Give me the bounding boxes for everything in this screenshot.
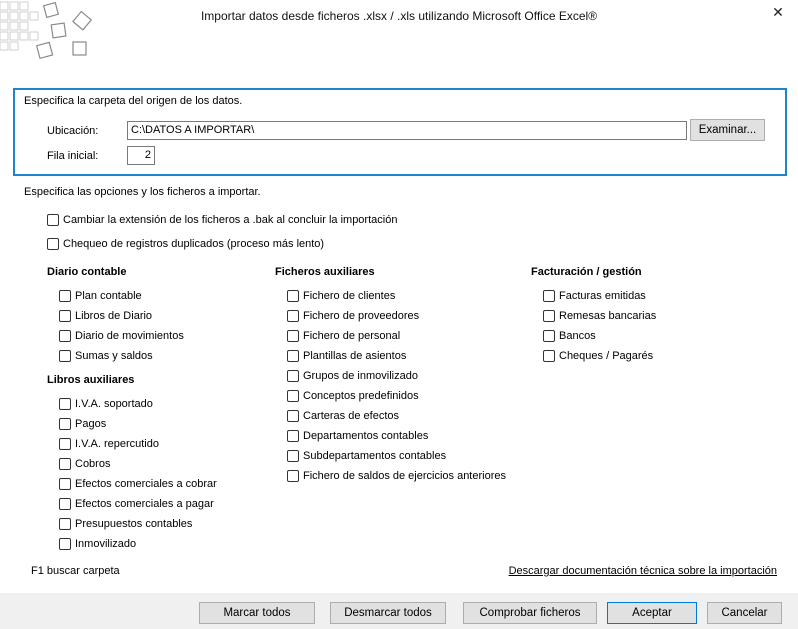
libros-item[interactable] xyxy=(59,416,106,432)
source-heading: Especifica la carpeta del origen de los datos. xyxy=(24,95,243,107)
check-files-button[interactable]: Comprobar ficheros xyxy=(463,602,597,624)
libros-item[interactable] xyxy=(59,456,110,472)
checkbox-box[interactable] xyxy=(287,410,299,422)
checkbox-box[interactable] xyxy=(287,450,299,462)
checkbox-box[interactable] xyxy=(287,390,299,402)
checkbox-label: Departamentos contables xyxy=(303,430,429,442)
facturacion-item[interactable] xyxy=(543,288,646,304)
location-input[interactable]: C:\DATOS A IMPORTAR\ xyxy=(127,121,687,140)
ficheros-item[interactable] xyxy=(287,468,506,484)
checkbox-label: Fichero de saldos de ejercicios anteriores xyxy=(303,470,506,482)
diario-heading: Diario contable xyxy=(47,266,127,278)
browse-button[interactable]: Examinar... xyxy=(690,119,765,141)
checkbox-box[interactable] xyxy=(59,458,71,470)
libros-item[interactable] xyxy=(59,436,159,452)
checkbox-box[interactable] xyxy=(543,330,555,342)
check-duplicates-checkbox[interactable] xyxy=(47,236,324,252)
diario-item[interactable] xyxy=(59,288,142,304)
ficheros-item[interactable] xyxy=(287,448,446,464)
checkbox-box[interactable] xyxy=(287,310,299,322)
checkbox-box[interactable] xyxy=(287,370,299,382)
checkbox-label: Grupos de inmovilizado xyxy=(303,370,418,382)
checkbox-box[interactable] xyxy=(59,398,71,410)
libros-item[interactable] xyxy=(59,536,136,552)
ficheros-item[interactable] xyxy=(287,408,399,424)
checkbox-box[interactable] xyxy=(59,418,71,430)
libros-heading: Libros auxiliares xyxy=(47,374,135,386)
ficheros-item[interactable] xyxy=(287,368,418,384)
checkbox-label: Fichero de proveedores xyxy=(303,310,420,322)
checkbox-label: Diario de movimientos xyxy=(75,330,184,342)
checkbox-label: Plan contable xyxy=(75,290,142,302)
checkbox-label: Inmovilizado xyxy=(75,538,137,550)
checkbox-label: Fichero de personal xyxy=(303,330,401,342)
cancel-button[interactable]: Cancelar xyxy=(707,602,782,624)
facturacion-item[interactable] xyxy=(543,328,596,344)
checkbox-label: Bancos xyxy=(559,330,596,342)
checkbox-label: Cobros xyxy=(75,458,111,470)
libros-item[interactable] xyxy=(59,496,214,512)
checkbox-box[interactable] xyxy=(47,238,59,250)
start-row-input[interactable]: 2 xyxy=(127,146,155,165)
checkbox-box[interactable] xyxy=(59,498,71,510)
checkbox-label: Presupuestos contables xyxy=(75,518,193,530)
checkbox-box[interactable] xyxy=(543,310,555,322)
checkbox-box[interactable] xyxy=(59,290,71,302)
checkbox-box[interactable] xyxy=(287,290,299,302)
checkbox-label: Cambiar la extensión de los ficheros a .bak al concluir la importación xyxy=(63,214,398,226)
checkbox-label: Conceptos predefinidos xyxy=(303,390,419,402)
checkbox-label: Sumas y saldos xyxy=(75,350,153,362)
window-title: Importar datos desde ficheros .xlsx / .xls utilizando Microsoft Office Excel® xyxy=(200,9,598,23)
ficheros-item[interactable] xyxy=(287,428,428,444)
close-icon[interactable]: ✕ xyxy=(772,4,784,20)
ficheros-item[interactable] xyxy=(287,388,419,404)
checkbox-label: Carteras de efectos xyxy=(303,410,399,422)
libros-item[interactable] xyxy=(59,396,153,412)
checkbox-box[interactable] xyxy=(59,538,71,550)
documentation-link[interactable]: Descargar documentación técnica sobre la importación xyxy=(508,565,777,577)
checkbox-box[interactable] xyxy=(47,214,59,226)
unmark-all-button[interactable]: Desmarcar todos xyxy=(330,602,446,624)
facturacion-item[interactable] xyxy=(543,308,656,324)
start-row-label: Fila inicial: xyxy=(47,150,99,162)
libros-item[interactable] xyxy=(59,476,217,492)
accept-button[interactable]: Aceptar xyxy=(607,602,697,624)
checkbox-label: I.V.A. repercutido xyxy=(75,438,159,450)
checkbox-label: Facturas emitidas xyxy=(559,290,646,302)
checkbox-box[interactable] xyxy=(59,518,71,530)
checkbox-box[interactable] xyxy=(287,330,299,342)
diario-item[interactable] xyxy=(59,348,153,364)
rename-bak-checkbox[interactable] xyxy=(47,212,397,228)
ficheros-item[interactable] xyxy=(287,288,395,304)
ficheros-item[interactable] xyxy=(287,348,406,364)
checkbox-box[interactable] xyxy=(287,470,299,482)
checkbox-box[interactable] xyxy=(287,350,299,362)
checkbox-box[interactable] xyxy=(287,430,299,442)
checkbox-label: I.V.A. soportado xyxy=(75,398,153,410)
facturacion-heading: Facturación / gestión xyxy=(531,266,642,278)
checkbox-box[interactable] xyxy=(59,438,71,450)
checkbox-label: Cheques / Pagarés xyxy=(559,350,654,362)
ficheros-item[interactable] xyxy=(287,308,419,324)
options-heading: Especifica las opciones y los ficheros a importar. xyxy=(24,186,261,198)
diario-item[interactable] xyxy=(59,328,184,344)
facturacion-item[interactable] xyxy=(543,348,653,364)
checkbox-label: Remesas bancarias xyxy=(559,310,657,322)
ficheros-item[interactable] xyxy=(287,328,400,344)
checkbox-label: Chequeo de registros duplicados (proceso más lento) xyxy=(63,238,325,250)
checkbox-label: Fichero de clientes xyxy=(303,290,396,302)
checkbox-box[interactable] xyxy=(543,290,555,302)
checkbox-label: Efectos comerciales a pagar xyxy=(75,498,214,510)
ficheros-heading: Ficheros auxiliares xyxy=(275,266,375,278)
checkbox-box[interactable] xyxy=(59,330,71,342)
diario-item[interactable] xyxy=(59,308,152,324)
mark-all-button[interactable]: Marcar todos xyxy=(199,602,315,624)
checkbox-label: Efectos comerciales a cobrar xyxy=(75,478,217,490)
checkbox-label: Libros de Diario xyxy=(75,310,153,322)
libros-item[interactable] xyxy=(59,516,192,532)
checkbox-box[interactable] xyxy=(59,310,71,322)
checkbox-box[interactable] xyxy=(59,478,71,490)
location-label: Ubicación: xyxy=(47,125,99,137)
checkbox-label: Pagos xyxy=(75,418,107,430)
checkbox-label: Plantillas de asientos xyxy=(303,350,407,362)
checkbox-box[interactable] xyxy=(543,350,555,362)
f1-hint: F1 buscar carpeta xyxy=(31,565,120,577)
checkbox-label: Subdepartamentos contables xyxy=(303,450,447,462)
checkbox-box[interactable] xyxy=(59,350,71,362)
